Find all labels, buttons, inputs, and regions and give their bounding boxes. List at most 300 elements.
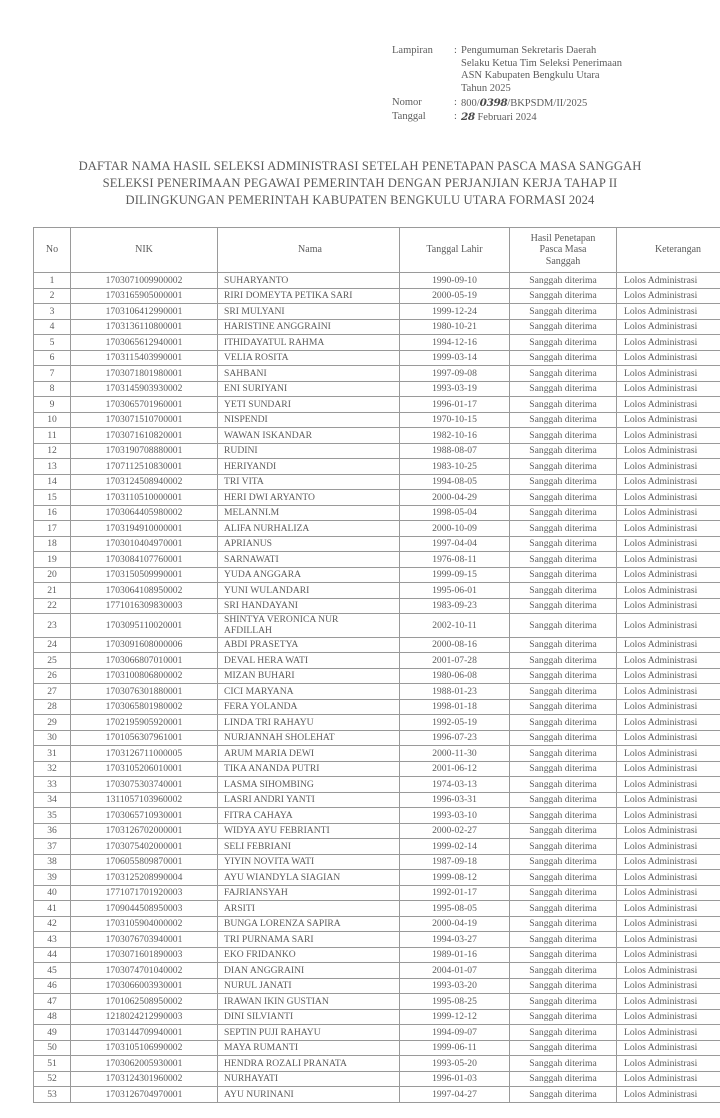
cell-nama: YETI SUNDARI xyxy=(218,397,400,413)
cell-tanggal-lahir: 1983-09-23 xyxy=(400,598,510,614)
table-row xyxy=(34,637,720,653)
cell-hasil-penetapan: Sanggah diterima xyxy=(510,854,617,870)
cell-hasil-penetapan: Sanggah diterima xyxy=(510,614,617,638)
cell-nik: 1709044508950003 xyxy=(71,901,218,917)
cell-tanggal-lahir: 1999-06-11 xyxy=(400,1040,510,1056)
cell-tanggal-lahir: 1998-05-04 xyxy=(400,505,510,521)
cell-tanggal-lahir: 2000-04-29 xyxy=(400,490,510,506)
cell-hasil-penetapan: Sanggah diterima xyxy=(510,1071,617,1087)
cell-keterangan: Lolos Administrasi xyxy=(617,978,720,994)
table-row xyxy=(34,699,720,715)
cell-keterangan: Lolos Administrasi xyxy=(617,443,720,459)
cell-hasil-penetapan: Sanggah diterima xyxy=(510,397,617,413)
lampiran-colon: : xyxy=(454,45,457,56)
cell-tanggal-lahir: 1996-03-31 xyxy=(400,792,510,808)
cell-tanggal-lahir: 2000-05-19 xyxy=(400,288,510,304)
cell-hasil-penetapan: Sanggah diterima xyxy=(510,505,617,521)
cell-keterangan: Lolos Administrasi xyxy=(617,505,720,521)
cell-tanggal-lahir: 1994-08-05 xyxy=(400,474,510,490)
cell-nama: LASRI ANDRI YANTI xyxy=(218,792,400,808)
cell-keterangan: Lolos Administrasi xyxy=(617,598,720,614)
cell-nama: MAYA RUMANTI xyxy=(218,1040,400,1056)
cell-nik: 1703115403990001 xyxy=(71,350,218,366)
cell-tanggal-lahir: 1994-12-16 xyxy=(400,335,510,351)
cell-hasil-penetapan: Sanggah diterima xyxy=(510,637,617,653)
cell-keterangan: Lolos Administrasi xyxy=(617,459,720,475)
table-row xyxy=(34,684,720,700)
column-header-keterangan: Keterangan xyxy=(617,228,720,273)
cell-hasil-penetapan: Sanggah diterima xyxy=(510,1025,617,1041)
cell-hasil-penetapan: Sanggah diterima xyxy=(510,746,617,762)
cell-hasil-penetapan: Sanggah diterima xyxy=(510,994,617,1010)
cell-nik: 1703075303740001 xyxy=(71,777,218,793)
table-row xyxy=(34,901,720,917)
cell-nik: 1703066003930001 xyxy=(71,978,218,994)
cell-nama: SARNAWATI xyxy=(218,552,400,568)
lampiran-label: Lampiran xyxy=(392,45,433,56)
table-row xyxy=(34,397,720,413)
cell-nama-line: SHINTYA VERONICA NUR xyxy=(224,614,339,625)
cell-nik: 1703194910000001 xyxy=(71,521,218,537)
table-row xyxy=(34,1025,720,1041)
cell-nama: LASMA SIHOMBING xyxy=(218,777,400,793)
cell-no: 28 xyxy=(34,699,71,715)
table-row xyxy=(34,350,720,366)
cell-hasil-penetapan: Sanggah diterima xyxy=(510,978,617,994)
cell-keterangan: Lolos Administrasi xyxy=(617,668,720,684)
cell-nama: IRAWAN IKIN GUSTIAN xyxy=(218,994,400,1010)
cell-no: 53 xyxy=(34,1087,71,1103)
cell-hasil-penetapan: Sanggah diterima xyxy=(510,963,617,979)
cell-tanggal-lahir: 1990-09-10 xyxy=(400,273,510,289)
table-row xyxy=(34,746,720,762)
cell-hasil-penetapan: Sanggah diterima xyxy=(510,1040,617,1056)
table-row xyxy=(34,1009,720,1025)
cell-keterangan: Lolos Administrasi xyxy=(617,1071,720,1087)
cell-no: 26 xyxy=(34,668,71,684)
cell-tanggal-lahir: 1994-09-07 xyxy=(400,1025,510,1041)
cell-tanggal-lahir: 1993-05-20 xyxy=(400,1056,510,1072)
column-header-no: No xyxy=(34,228,71,273)
cell-tanggal-lahir: 1995-06-01 xyxy=(400,583,510,599)
lampiran-line-3: ASN Kabupaten Bengkulu Utara xyxy=(461,70,600,82)
cell-nama: BUNGA LORENZA SAPIRA xyxy=(218,916,400,932)
cell-no: 34 xyxy=(34,792,71,808)
cell-keterangan: Lolos Administrasi xyxy=(617,1040,720,1056)
cell-tanggal-lahir: 1999-12-12 xyxy=(400,1009,510,1025)
column-header-nik: NIK xyxy=(71,228,218,273)
cell-hasil-penetapan: Sanggah diterima xyxy=(510,901,617,917)
cell-nik: 1703124301960002 xyxy=(71,1071,218,1087)
table-row xyxy=(34,319,720,335)
results-table xyxy=(33,227,720,1103)
cell-hasil-penetapan: Sanggah diterima xyxy=(510,870,617,886)
hasil-header-line-3: Sanggah xyxy=(545,255,581,267)
cell-nama: SRI HANDAYANI xyxy=(218,598,400,614)
cell-tanggal-lahir: 1993-03-10 xyxy=(400,808,510,824)
cell-keterangan: Lolos Administrasi xyxy=(617,730,720,746)
nomor-colon: : xyxy=(454,97,457,109)
cell-keterangan: Lolos Administrasi xyxy=(617,901,720,917)
cell-no: 30 xyxy=(34,730,71,746)
cell-no: 19 xyxy=(34,552,71,568)
cell-keterangan: Lolos Administrasi xyxy=(617,854,720,870)
cell-hasil-penetapan: Sanggah diterima xyxy=(510,583,617,599)
cell-tanggal-lahir: 2000-08-16 xyxy=(400,637,510,653)
cell-nik: 1703065701960001 xyxy=(71,397,218,413)
table-row xyxy=(34,288,720,304)
cell-no: 3 xyxy=(34,304,71,320)
cell-nama: SEPTIN PUJI RAHAYU xyxy=(218,1025,400,1041)
cell-tanggal-lahir: 1995-08-25 xyxy=(400,994,510,1010)
table-row xyxy=(34,381,720,397)
cell-nama: DIAN ANGGRAINI xyxy=(218,963,400,979)
cell-keterangan: Lolos Administrasi xyxy=(617,1009,720,1025)
table-row xyxy=(34,567,720,583)
lampiran-line-1: Pengumuman Sekretaris Daerah xyxy=(461,45,597,56)
cell-tanggal-lahir: 2000-10-09 xyxy=(400,521,510,537)
cell-nik: 1703075402000001 xyxy=(71,839,218,855)
cell-no: 9 xyxy=(34,397,71,413)
cell-nama xyxy=(218,614,400,638)
cell-no: 49 xyxy=(34,1025,71,1041)
cell-no: 25 xyxy=(34,653,71,669)
cell-keterangan: Lolos Administrasi xyxy=(617,1025,720,1041)
cell-no: 46 xyxy=(34,978,71,994)
cell-keterangan: Lolos Administrasi xyxy=(617,885,720,901)
cell-no: 12 xyxy=(34,443,71,459)
hasil-header-line-2: Pasca Masa xyxy=(539,244,587,256)
cell-nama: AYU WIANDYLA SIAGIAN xyxy=(218,870,400,886)
cell-nik: 1703010404970001 xyxy=(71,536,218,552)
cell-nama: HERI DWI ARYANTO xyxy=(218,490,400,506)
cell-nik: 1703065612940001 xyxy=(71,335,218,351)
cell-hasil-penetapan: Sanggah diterima xyxy=(510,1087,617,1103)
cell-no: 40 xyxy=(34,885,71,901)
cell-nama: MELANNI.M xyxy=(218,505,400,521)
table-row xyxy=(34,947,720,963)
cell-nama: YUNI WULANDARI xyxy=(218,583,400,599)
cell-no: 32 xyxy=(34,761,71,777)
lampiran-value xyxy=(461,45,712,95)
cell-no: 35 xyxy=(34,808,71,824)
cell-hasil-penetapan: Sanggah diterima xyxy=(510,567,617,583)
cell-tanggal-lahir: 1993-03-20 xyxy=(400,978,510,994)
cell-hasil-penetapan: Sanggah diterima xyxy=(510,319,617,335)
nomor-label: Nomor xyxy=(392,97,422,109)
cell-hasil-penetapan: Sanggah diterima xyxy=(510,777,617,793)
cell-keterangan: Lolos Administrasi xyxy=(617,839,720,855)
cell-no: 29 xyxy=(34,715,71,731)
cell-tanggal-lahir: 2001-07-28 xyxy=(400,653,510,669)
cell-nama: NURUL JANATI xyxy=(218,978,400,994)
cell-nik: 1703071801980001 xyxy=(71,366,218,382)
cell-no: 16 xyxy=(34,505,71,521)
cell-nik: 1707112510830001 xyxy=(71,459,218,475)
cell-tanggal-lahir: 1996-01-03 xyxy=(400,1071,510,1087)
cell-nik: 1703066807010001 xyxy=(71,653,218,669)
cell-no: 39 xyxy=(34,870,71,886)
cell-tanggal-lahir: 1999-08-12 xyxy=(400,870,510,886)
lampiran-row xyxy=(392,45,712,95)
cell-nik: 1703065801980002 xyxy=(71,699,218,715)
tanggal-label: Tanggal xyxy=(392,110,426,122)
cell-nama: SAHBANI xyxy=(218,366,400,382)
cell-nama: SRI MULYANI xyxy=(218,304,400,320)
cell-nama: HARISTINE ANGGRAINI xyxy=(218,319,400,335)
cell-keterangan: Lolos Administrasi xyxy=(617,474,720,490)
cell-hasil-penetapan: Sanggah diterima xyxy=(510,304,617,320)
cell-no: 50 xyxy=(34,1040,71,1056)
cell-nama: NURHAYATI xyxy=(218,1071,400,1087)
table-row xyxy=(34,614,720,638)
cell-tanggal-lahir: 1974-03-13 xyxy=(400,777,510,793)
nomor-row xyxy=(392,97,712,111)
cell-tanggal-lahir: 1987-09-18 xyxy=(400,854,510,870)
cell-hasil-penetapan: Sanggah diterima xyxy=(510,474,617,490)
table-row xyxy=(34,839,720,855)
cell-nama: ARSITI xyxy=(218,901,400,917)
lampiran-line-2: Selaku Ketua Tim Seleksi Penerimaan xyxy=(461,57,622,69)
nomor-suffix: /BKPSDM/II/2025 xyxy=(507,98,588,110)
tanggal-colon: : xyxy=(454,110,457,122)
cell-hasil-penetapan: Sanggah diterima xyxy=(510,412,617,428)
cell-nik: 1703144709940001 xyxy=(71,1025,218,1041)
cell-keterangan: Lolos Administrasi xyxy=(617,366,720,382)
cell-hasil-penetapan: Sanggah diterima xyxy=(510,730,617,746)
cell-tanggal-lahir: 1999-12-24 xyxy=(400,304,510,320)
cell-no: 48 xyxy=(34,1009,71,1025)
cell-tanggal-lahir: 1970-10-15 xyxy=(400,412,510,428)
page-title xyxy=(50,158,670,209)
cell-nik: 1771016309830003 xyxy=(71,598,218,614)
cell-nik: 1703190708880001 xyxy=(71,443,218,459)
table-row xyxy=(34,808,720,824)
cell-no: 33 xyxy=(34,777,71,793)
cell-no: 44 xyxy=(34,947,71,963)
cell-hasil-penetapan: Sanggah diterima xyxy=(510,792,617,808)
cell-nik: 1703105904000002 xyxy=(71,916,218,932)
cell-hasil-penetapan: Sanggah diterima xyxy=(510,823,617,839)
table-row xyxy=(34,715,720,731)
cell-no: 43 xyxy=(34,932,71,948)
cell-hasil-penetapan: Sanggah diterima xyxy=(510,598,617,614)
cell-hasil-penetapan: Sanggah diterima xyxy=(510,808,617,824)
cell-no: 36 xyxy=(34,823,71,839)
cell-nik: 1701056307961001 xyxy=(71,730,218,746)
cell-nama: APRIANUS xyxy=(218,536,400,552)
cell-nik: 1703095110020001 xyxy=(71,614,218,638)
cell-nik: 1706055809870001 xyxy=(71,854,218,870)
table-row xyxy=(34,823,720,839)
cell-tanggal-lahir: 1997-09-08 xyxy=(400,366,510,382)
cell-nik: 1703105106990002 xyxy=(71,1040,218,1056)
cell-tanggal-lahir: 1996-07-23 xyxy=(400,730,510,746)
table-row xyxy=(34,459,720,475)
cell-hasil-penetapan: Sanggah diterima xyxy=(510,1009,617,1025)
cell-keterangan: Lolos Administrasi xyxy=(617,963,720,979)
cell-nama: ALIFA NURHALIZA xyxy=(218,521,400,537)
cell-no: 8 xyxy=(34,381,71,397)
cell-tanggal-lahir: 1994-03-27 xyxy=(400,932,510,948)
cell-nama-line: AFDILLAH xyxy=(224,625,272,637)
cell-tanggal-lahir: 2000-02-27 xyxy=(400,823,510,839)
cell-nik: 1703071610820001 xyxy=(71,428,218,444)
cell-no: 42 xyxy=(34,916,71,932)
table-row xyxy=(34,792,720,808)
cell-nik: 1703126702000001 xyxy=(71,823,218,839)
cell-tanggal-lahir: 1999-09-15 xyxy=(400,567,510,583)
table-row xyxy=(34,1071,720,1087)
cell-no: 31 xyxy=(34,746,71,762)
cell-keterangan: Lolos Administrasi xyxy=(617,428,720,444)
tanggal-handwritten-value: 28 xyxy=(461,110,475,123)
cell-nama: MIZAN BUHARI xyxy=(218,668,400,684)
cell-keterangan: Lolos Administrasi xyxy=(617,761,720,777)
cell-tanggal-lahir: 2000-11-30 xyxy=(400,746,510,762)
cell-hasil-penetapan: Sanggah diterima xyxy=(510,932,617,948)
cell-keterangan: Lolos Administrasi xyxy=(617,1087,720,1103)
title-line-2: SELEKSI PENERIMAAN PEGAWAI PEMERINTAH DENGAN PERJANJIAN KERJA TAHAP II xyxy=(102,176,618,190)
table-body xyxy=(34,273,720,1103)
cell-keterangan: Lolos Administrasi xyxy=(617,746,720,762)
cell-tanggal-lahir: 1980-06-08 xyxy=(400,668,510,684)
cell-nama: DINI SILVIANTI xyxy=(218,1009,400,1025)
table-row xyxy=(34,412,720,428)
table-row xyxy=(34,490,720,506)
cell-no: 7 xyxy=(34,366,71,382)
cell-keterangan: Lolos Administrasi xyxy=(617,552,720,568)
cell-nama: WAWAN ISKANDAR xyxy=(218,428,400,444)
cell-nama: WIDYA AYU FEBRIANTI xyxy=(218,823,400,839)
cell-tanggal-lahir: 2002-10-11 xyxy=(400,614,510,638)
cell-hasil-penetapan: Sanggah diterima xyxy=(510,761,617,777)
cell-hasil-penetapan: Sanggah diterima xyxy=(510,839,617,855)
column-header-hasil-penetapan xyxy=(510,228,617,273)
cell-nik: 1703150509990001 xyxy=(71,567,218,583)
cell-keterangan: Lolos Administrasi xyxy=(617,319,720,335)
tanggal-row xyxy=(392,111,712,125)
cell-tanggal-lahir: 1998-01-18 xyxy=(400,699,510,715)
cell-nik: 1703165905000001 xyxy=(71,288,218,304)
cell-nama: DEVAL HERA WATI xyxy=(218,653,400,669)
cell-no: 15 xyxy=(34,490,71,506)
cell-keterangan: Lolos Administrasi xyxy=(617,1056,720,1072)
table-row xyxy=(34,994,720,1010)
cell-no: 37 xyxy=(34,839,71,855)
cell-no: 22 xyxy=(34,598,71,614)
cell-keterangan: Lolos Administrasi xyxy=(617,870,720,886)
cell-nik: 1703100806800002 xyxy=(71,668,218,684)
cell-no: 38 xyxy=(34,854,71,870)
cell-nik: 1311057103960002 xyxy=(71,792,218,808)
cell-nama: SUHARYANTO xyxy=(218,273,400,289)
cell-nama: TRI PURNAMA SARI xyxy=(218,932,400,948)
cell-tanggal-lahir: 1999-03-14 xyxy=(400,350,510,366)
table-row xyxy=(34,474,720,490)
cell-tanggal-lahir: 1988-08-07 xyxy=(400,443,510,459)
cell-nik: 1703110510000001 xyxy=(71,490,218,506)
table-row xyxy=(34,668,720,684)
table-header xyxy=(34,228,720,273)
cell-nama: ARUM MARIA DEWI xyxy=(218,746,400,762)
cell-nama: FAJRIANSYAH xyxy=(218,885,400,901)
cell-nama: EKO FRIDANKO xyxy=(218,947,400,963)
cell-no: 45 xyxy=(34,963,71,979)
cell-nik: 1702195905920001 xyxy=(71,715,218,731)
cell-nama-wrap xyxy=(224,614,395,637)
cell-keterangan: Lolos Administrasi xyxy=(617,994,720,1010)
cell-keterangan: Lolos Administrasi xyxy=(617,304,720,320)
cell-keterangan: Lolos Administrasi xyxy=(617,699,720,715)
cell-nik: 1703084107760001 xyxy=(71,552,218,568)
cell-nama: HENDRA ROZALI PRANATA xyxy=(218,1056,400,1072)
cell-tanggal-lahir: 1997-04-27 xyxy=(400,1087,510,1103)
table-row xyxy=(34,304,720,320)
cell-nama: NURJANNAH SHOLEHAT xyxy=(218,730,400,746)
table-row xyxy=(34,916,720,932)
cell-keterangan: Lolos Administrasi xyxy=(617,350,720,366)
table-row xyxy=(34,443,720,459)
cell-keterangan: Lolos Administrasi xyxy=(617,335,720,351)
cell-keterangan: Lolos Administrasi xyxy=(617,521,720,537)
cell-nama: HERIYANDI xyxy=(218,459,400,475)
table-row xyxy=(34,932,720,948)
cell-tanggal-lahir: 1999-02-14 xyxy=(400,839,510,855)
cell-nik: 1703074701040002 xyxy=(71,963,218,979)
cell-no: 20 xyxy=(34,567,71,583)
cell-no: 5 xyxy=(34,335,71,351)
cell-nama: ABDI PRASETYA xyxy=(218,637,400,653)
cell-tanggal-lahir: 1983-10-25 xyxy=(400,459,510,475)
cell-keterangan: Lolos Administrasi xyxy=(617,916,720,932)
cell-tanggal-lahir: 1995-08-05 xyxy=(400,901,510,917)
cell-nama: AYU NURINANI xyxy=(218,1087,400,1103)
cell-nik: 1703126704970001 xyxy=(71,1087,218,1103)
cell-nik: 1703071009900002 xyxy=(71,273,218,289)
table-row xyxy=(34,583,720,599)
cell-nik: 1703125208990004 xyxy=(71,870,218,886)
cell-keterangan: Lolos Administrasi xyxy=(617,583,720,599)
cell-keterangan: Lolos Administrasi xyxy=(617,637,720,653)
table-row xyxy=(34,273,720,289)
cell-hasil-penetapan: Sanggah diterima xyxy=(510,490,617,506)
cell-hasil-penetapan: Sanggah diterima xyxy=(510,459,617,475)
cell-nik: 1703071510700001 xyxy=(71,412,218,428)
cell-nama: ENI SURIYANI xyxy=(218,381,400,397)
title-line-1: DAFTAR NAMA HASIL SELEKSI ADMINISTRASI SETELAH PENETAPAN PASCA MASA SANGGAH xyxy=(78,159,642,173)
table-row xyxy=(34,653,720,669)
table-row xyxy=(34,777,720,793)
cell-hasil-penetapan: Sanggah diterima xyxy=(510,552,617,568)
cell-no: 21 xyxy=(34,583,71,599)
table-row xyxy=(34,761,720,777)
cell-tanggal-lahir: 1982-10-16 xyxy=(400,428,510,444)
table-row xyxy=(34,521,720,537)
cell-hasil-penetapan: Sanggah diterima xyxy=(510,521,617,537)
cell-hasil-penetapan: Sanggah diterima xyxy=(510,536,617,552)
table-row xyxy=(34,536,720,552)
cell-no: 2 xyxy=(34,288,71,304)
cell-tanggal-lahir: 2001-06-12 xyxy=(400,761,510,777)
cell-no: 10 xyxy=(34,412,71,428)
cell-no: 6 xyxy=(34,350,71,366)
cell-no: 14 xyxy=(34,474,71,490)
document-header-meta xyxy=(392,45,712,125)
cell-no: 4 xyxy=(34,319,71,335)
cell-hasil-penetapan: Sanggah diterima xyxy=(510,684,617,700)
cell-nama: CICI MARYANA xyxy=(218,684,400,700)
